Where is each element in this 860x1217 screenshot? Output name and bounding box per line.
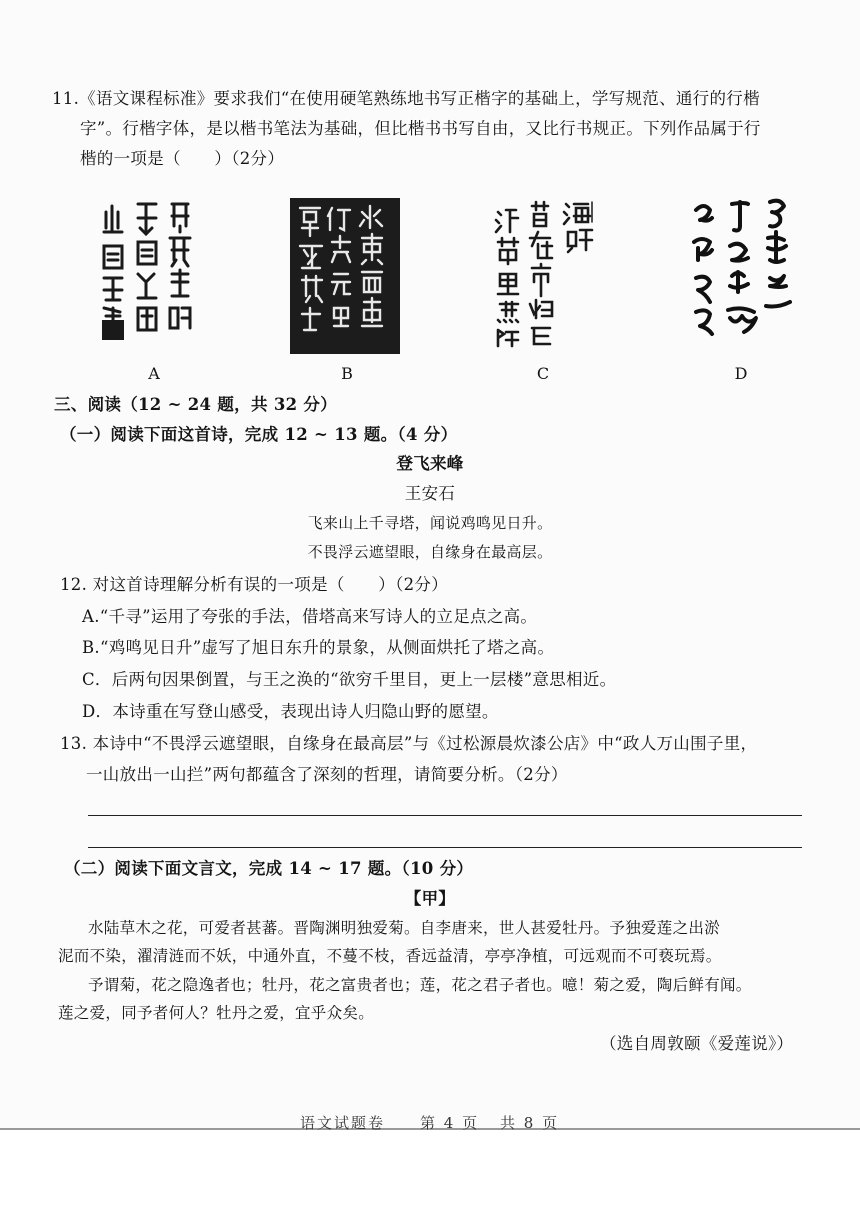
answer-line-1[interactable] (88, 815, 802, 816)
passage-p1-line2: 泥而不染，濯清涟而不妖，中通外直，不蔓不枝，香远益清，亭亭净植，可远观而不可亵玩焉。 (58, 947, 722, 965)
footer-total-pages: 共 8 页 (500, 1114, 560, 1132)
poem-title: 登飞来峰 (396, 454, 464, 473)
option-b-label: B (341, 364, 353, 383)
q11-line1: 11.《语文课程标准》要求我们“在使用硬笔熟练地书写正楷字的基础上，学写规范、通行的行楷 (52, 89, 760, 108)
q11-line2: 字”。行楷字体，是以楷书笔法为基础，但比楷书书写自由，又比行书规正。下列作品属于行 (80, 119, 761, 138)
footer-subject: 语文试题卷 (300, 1114, 386, 1132)
part-1-title: （一）阅读下面这首诗，完成 12 ~ 13 题。（4 分） (60, 425, 458, 444)
calligraphy-option-a (100, 198, 196, 348)
poem-author: 王安石 (404, 484, 456, 503)
section-3-title: 三、阅读（12 ~ 24 题，共 32 分） (54, 395, 338, 414)
option-d-label: D (734, 364, 748, 383)
passage-tag-jia: 【甲】 (404, 889, 456, 908)
q12-option-a: A.“千寻”运用了夸张的手法，借塔高来写诗人的立足点之高。 (82, 607, 538, 626)
footer-page-number: 第 4 页 (420, 1114, 480, 1132)
q12-option-b: B.“鸡鸣见日升”虚写了旭日东升的景象，从侧面烘托了塔之高。 (82, 638, 555, 657)
calligraphy-option-d (690, 194, 802, 352)
option-c-label: C (536, 364, 550, 383)
calligraphy-option-b (290, 198, 400, 354)
option-a-label: A (148, 364, 160, 383)
poem-line-2: 不畏浮云遮望眼，自缘身在最高层。 (307, 543, 553, 561)
part-2-title: （二）阅读下面文言文，完成 14 ~ 17 题。（10 分） (64, 859, 474, 878)
passage-source: （选自周敦颐《爱莲说》） (600, 1034, 794, 1053)
q12-stem: 12. 对这首诗理解分析有误的一项是（ ）（2分） (60, 575, 449, 594)
q12-option-c: C．后两句因果倒置，与王之涣的“欲穷千里目，更上一层楼”意思相近。 (82, 670, 617, 689)
q12-option-d: D．本诗重在写登山感受，表现出诗人归隐山野的愿望。 (82, 702, 499, 721)
q11-line3: 楷的一项是（ ）（2分） (80, 149, 285, 168)
answer-line-2[interactable] (88, 847, 802, 848)
passage-p1-line1: 水陆草木之花，可爱者甚蕃。晋陶渊明独爱菊。自李唐来，世人甚爱牡丹。予独爱莲之出淤 (88, 919, 721, 937)
passage-p2-line1: 予谓菊，花之隐逸者也；牡丹，花之富贵者也；莲，花之君子者也。噫！菊之爱，陶后鲜有闻。 (88, 976, 752, 994)
calligraphy-option-c (492, 198, 596, 348)
q13-line1: 13. 本诗中“不畏浮云遮望眼，自缘身在最高层”与《过松源晨炊漆公店》中“政人万山围子里， (60, 734, 758, 753)
poem-line-1: 飞来山上千寻塔，闻说鸡鸣见日升。 (307, 514, 553, 532)
q13-line2: 一山放出一山拦”两句都蕴含了深刻的哲理，请简要分析。（2分） (86, 765, 568, 784)
passage-p2-line2: 莲之爱，同予者何人？牡丹之爱，宜乎众矣。 (58, 1004, 375, 1022)
